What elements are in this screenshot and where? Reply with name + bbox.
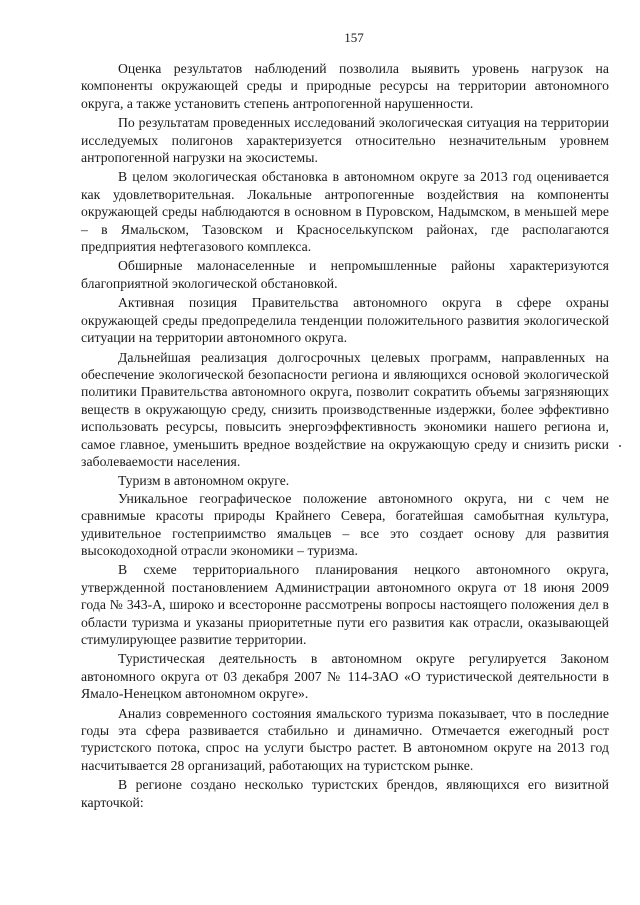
paragraph-geography: Уникальное географическое положение автономного округа, ни с чем не сравнимые красоты природы Крайнего Севера, богатейшая самобытная культура, удивительное гостеприимство ямальцев – все это создает основу для развития высокодоходной отрасли экономики – туризма. [81, 490, 609, 558]
paragraph-research-results: По результатам проведенных исследований экологическая ситуация на территории исследуемых полигонов характеризуется относительно незначительным уровнем антропогенной нагрузки на экосистемы. [81, 115, 609, 166]
paragraph-favorable-regions: Обширные малонаселенные и непромышленные районы характеризуются благоприятной экологической обстановкой. [81, 258, 609, 291]
paragraph-tourism-law: Туристическая деятельность в автономном округе регулируется Законом автономного округа от 03 декабря 2007 № 114-ЗАО «О туристической деятельности в Ямало-Ненецком автономном округе». [81, 651, 609, 702]
paragraph-government-position: Активная позиция Правительства автономного округа в сфере охраны окружающей среды предопределила тенденции положительного развития экологической ситуации на территории автономного округа. [81, 295, 609, 346]
paragraph-assessment: Оценка результатов наблюдений позволила выявить уровень нагрузок на компоненты окружающей среды и природные ресурсы на территории автономного округа, а также установить степень антропогенной нарушенности. [81, 61, 609, 111]
scan-speck [619, 445, 621, 447]
document-page [81, 30, 609, 811]
paragraph-tourism-analysis: Анализ современного состояния ямальского туризма показывает, что в последние годы эта сфера развивается стабильно и динамично. Отмечается ежегодный рост туристского потока, спрос на услуги быстро растет. В автономном округе на 2013 год насчитывается 28 организаций, работающих на туристском рынке. [81, 705, 609, 773]
paragraph-territorial-planning: В схеме территориального планирования нецкого автономного округа, утвержденной постановлением Администрации автономного округа от 18 июня 2009 года № 343-А, широко и всесторонне рассмотрены вопросы настоящего положения дел в области туризма и указаны приоритетные пути его развития как отрасли, оказывающей стимулирующее развитие территории. [81, 562, 609, 647]
section-title-tourism: Туризм в автономном округе. [118, 473, 290, 489]
paragraph-tourism-brands: В регионе создано несколько туристских брендов, являющихся его визитной карточкой: [81, 777, 609, 810]
paragraph-target-programs: Дальнейшая реализация долгосрочных целевых программ, направленных на обеспечение экологической безопасности региона и являющихся основой экологической политики Правительства автономного округа, позволит сократить объемы загрязняющих веществ в окружающую среду, снизить производственные издержки, более эффективно использовать ресурсы, повысить энергоэффективность экономики нашего региона и, самое главное, уменьшить вредное воздействие на окружающую среду и снизить риски заболеваемости населения. [81, 349, 609, 469]
page-number: 157 [344, 30, 364, 45]
paragraph-ecological-situation: В целом экологическая обстановка в автономном округе за 2013 год оценивается как удовлетворительная. Локальные антропогенные воздействия на компоненты окружающей среды наблюдаются в основном в Пуровском, Надымском, в меньшей мере – в Ямальском, Тазовском и Красноселькупском районах, где располагаются предприятия нефтегазового комплекса. [81, 169, 609, 255]
